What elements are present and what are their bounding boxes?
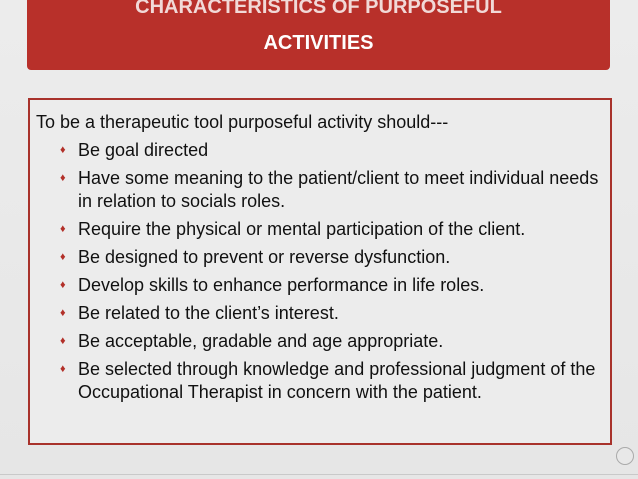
title-line-2: ACTIVITIES [263,32,374,54]
list-item [60,246,605,269]
diamond-bullet-icon: ♦ [60,335,66,347]
list-item [60,167,605,213]
title-line-1: CHARACTERISTICS OF PURPOSEFUL [135,0,502,18]
bullet-text: Require the physical or mental participation of the client. [78,219,526,239]
list-item [60,302,605,325]
bullet-text: Be goal directed [78,140,209,160]
list-item [60,330,605,353]
list-item [60,274,605,297]
slide-nav-circle[interactable] [616,447,634,465]
bullet-text: Develop skills to enhance performance in life roles. [78,275,485,295]
bullet-text: Be related to the client’s interest. [78,303,339,323]
list-item [60,358,605,404]
footer-divider [0,474,638,475]
diamond-bullet-icon: ♦ [60,251,66,263]
diamond-bullet-icon: ♦ [60,279,66,291]
diamond-bullet-icon: ♦ [60,307,66,319]
slide-title [27,0,610,70]
bullet-text: Be acceptable, gradable and age appropriate. [78,331,444,351]
diamond-bullet-icon: ♦ [60,223,66,235]
bullet-text: Have some meaning to the patient/client to meet individual needs in relation to socials roles. [78,168,599,211]
bullet-text: Be selected through knowledge and professional judgment of the Occupational Therapist in concern with the patient. [78,359,596,402]
list-item [60,218,605,241]
diamond-bullet-icon: ♦ [60,172,66,184]
list-item [60,139,605,162]
diamond-bullet-icon: ♦ [60,144,66,156]
intro-text: To be a therapeutic tool purposeful activity should--- [36,112,449,132]
bullet-list [60,139,605,409]
diamond-bullet-icon: ♦ [60,363,66,375]
bullet-text: Be designed to prevent or reverse dysfunction. [78,247,451,267]
